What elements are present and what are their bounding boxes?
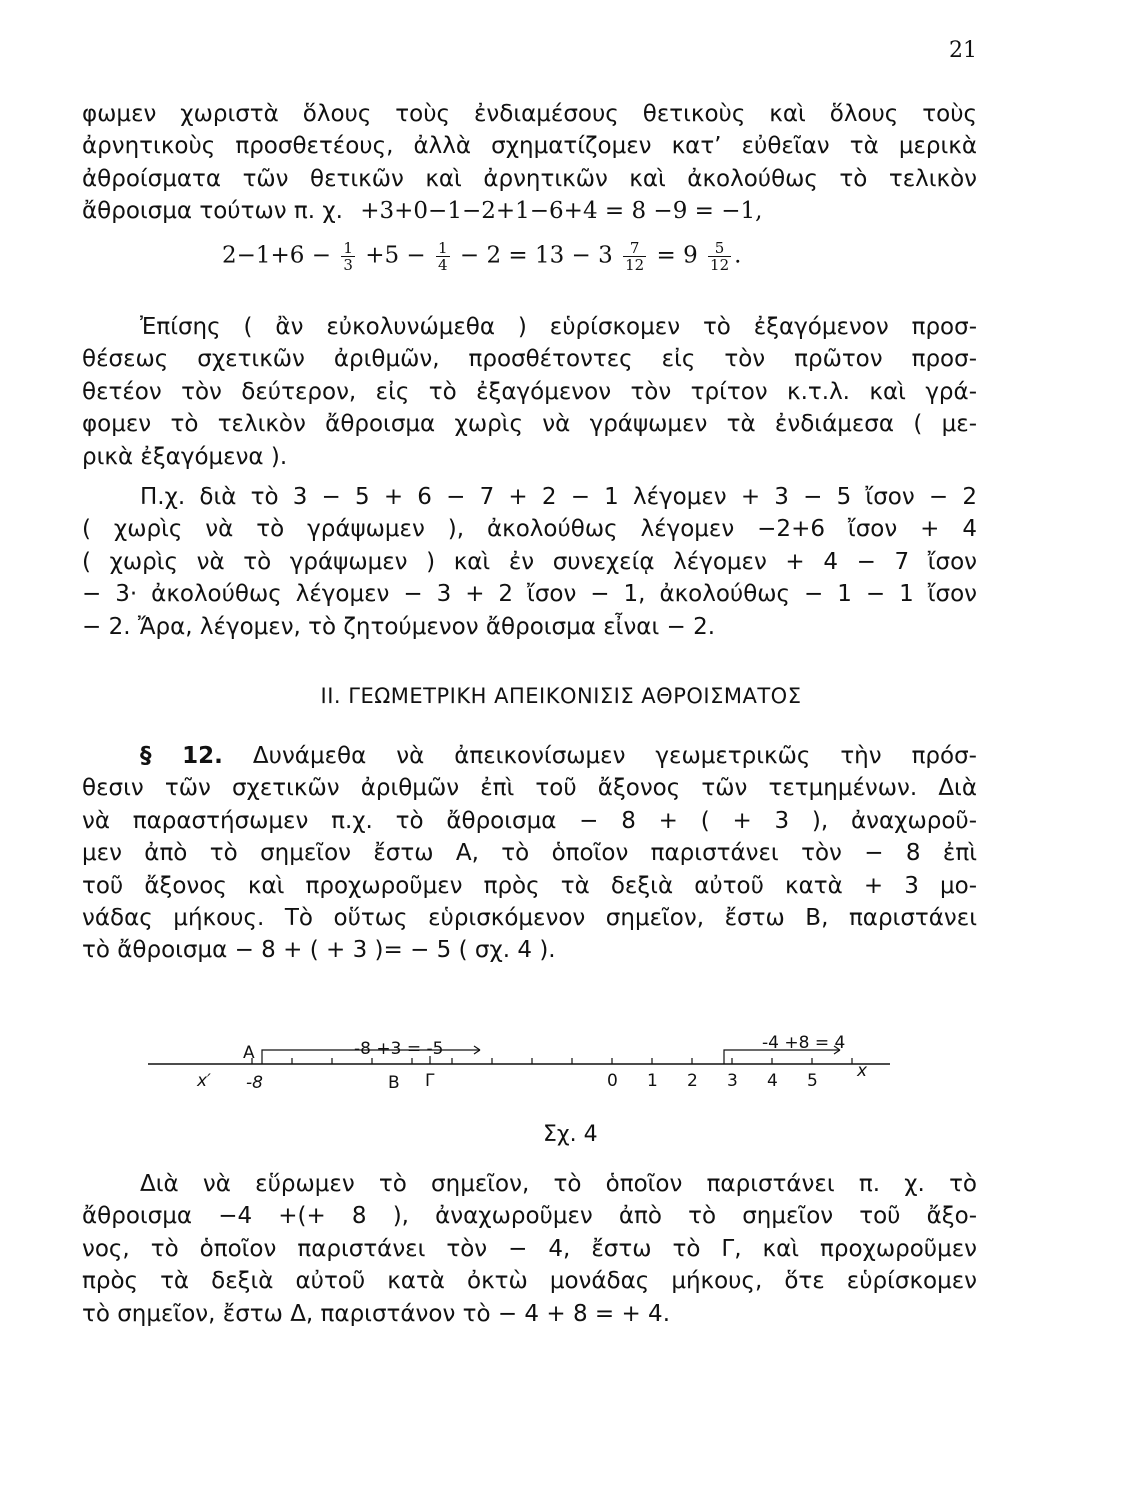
text-fragment: ἄθροισμα τούτων π. χ. <box>82 198 343 225</box>
text-line: ( χωρὶς νὰ τὸ γράψωμεν ) καὶ ἐν συνεχείᾳ λέγομεν + 4 − 7 ἴσον <box>82 548 977 575</box>
text-line: − 3· ἀκολούθως λέγομεν − 3 + 2 ἴσον − 1, ἀκολούθως − 1 − 1 ἴσον <box>82 581 977 608</box>
tick-label: 3 <box>727 1071 738 1091</box>
axis-label-right: x <box>857 1061 868 1081</box>
denominator: 3 <box>343 256 353 274</box>
numerator: 1 <box>343 239 353 257</box>
text-line: ἀθροίσματα τῶν θετικῶν καὶ ἀρνητικῶν καὶ ἀκολούθως τὸ τελικὸν <box>82 165 977 192</box>
denominator: 12 <box>710 256 730 274</box>
section-heading: ΙΙ. ΓΕΩΜΕΤΡΙΚΗ ΑΠΕΙΚΟΝΙΣΙΣ ΑΘΡΟΙΣΜΑΤΟΣ <box>320 684 802 708</box>
tick-labels <box>607 1071 818 1091</box>
page-number: 21 <box>949 38 977 63</box>
text-line: νος, τὸ ὁποῖον παριστάνει τὸν − 4, ἔστω τὸ Γ, καὶ προχωροῦμεν <box>82 1235 977 1262</box>
text-line: νὰ παραστήσωμεν π.χ. τὸ ἄθροισμα − 8 + ( + 3 ), ἀναχωροῦ- <box>82 807 977 834</box>
point-label-B: B <box>388 1073 400 1093</box>
point-label-A: A <box>243 1043 255 1063</box>
sum-label-left: -8 +3 = -5 <box>354 1039 444 1059</box>
figure-caption: Σχ. 4 <box>543 1122 598 1147</box>
text-line: τὸ σημεῖον, ἔστω Δ, παριστάνον τὸ − 4 + 8 = + 4. <box>82 1300 671 1327</box>
math-term: +5 − <box>365 242 426 269</box>
text-line: θετέον τὸν δεύτερον, εἰς τὸ ἐξαγόμενον τὸν τρίτον κ.τ.λ. καὶ γρά- <box>82 378 977 405</box>
value-label: -8 <box>246 1073 263 1093</box>
text-line: τὸ ἄθροισμα − 8 + ( + 3 )= − 5 ( σχ. 4 ). <box>82 937 556 964</box>
axis-label-left: x′ <box>197 1071 211 1091</box>
equation: +3+0−1−2+1−6+4 = 8 −9 = −1, <box>360 198 763 225</box>
text-line: Διὰ νὰ εὕρωμεν τὸ σημεῖον, τὸ ὁποῖον παριστάνει π. χ. τὸ <box>140 1171 977 1197</box>
text-line: νάδας μήκους. Τὸ οὕτως εὑρισκόμενον σημεῖον, ἔστω Β, παριστάνει <box>82 905 977 932</box>
paragraph-5 <box>82 1168 977 1330</box>
math-term: = 9 <box>656 242 698 269</box>
math-term: . <box>734 242 742 269</box>
text-line: πρὸς τὰ δεξιὰ αὐτοῦ κατὰ ὀκτὼ μονάδας μήκους, ὅτε εὑρίσκομεν <box>82 1268 977 1295</box>
text-line: ἀρνητικοὺς προσθετέους, ἀλλὰ σχηματίζομεν κατ’ εὐθεῖαν τὰ μερικὰ <box>82 133 977 160</box>
text-line: ρικὰ ἐξαγόμενα ). <box>82 443 288 470</box>
sum-label-right: -4 +8 = 4 <box>762 1033 846 1053</box>
text-fragment: Δυνάμεθα νὰ ἀπεικονίσωμεν γεωμετρικῶς τὴν πρόσ- <box>252 743 977 769</box>
text-line: ( χωρὶς νὰ τὸ γράψωμεν ), ἀκολούθως λέγομεν −2+6 ἴσον + 4 <box>82 516 977 543</box>
text-line: Ἐπίσης ( ἂν εὐκολυνώμεθα ) εὑρίσκομεν τὸ ἐξαγόμενον προσ- <box>140 314 977 340</box>
numerator: 5 <box>708 240 731 257</box>
tick-label: 0 <box>607 1071 618 1091</box>
text-line: τοῦ ἄξονος καὶ προχωροῦμεν πρὸς τὰ δεξιὰ αὐτοῦ κατὰ + 3 μο- <box>82 872 977 899</box>
numerator: 1 <box>438 239 448 257</box>
denominator: 12 <box>625 256 645 274</box>
axis-ticks <box>252 1058 852 1064</box>
text-line: μεν ἀπὸ τὸ σημεῖον ἔστω Α, τὸ ὁποῖον παριστάνει τὸν − 8 ἐπὶ <box>82 840 977 867</box>
tick-label: 2 <box>687 1071 698 1091</box>
text-line: − 2. Ἄρα, λέγομεν, τὸ ζητούμενον ἄθροισμα εἶναι − 2. <box>82 613 716 640</box>
math-term: 2−1+6 − <box>222 242 332 269</box>
tick-label: 4 <box>767 1071 778 1091</box>
text-line: θεσιν τῶν σχετικῶν ἀριθμῶν ἐπὶ τοῦ ἄξονος τῶν τετμημένων. Διὰ <box>82 775 977 802</box>
section-number: § 12. <box>140 743 223 769</box>
text-line: ἄθροισμα −4 +(+ 8 ), ἀναχωροῦμεν ἀπὸ τὸ σημεῖον τοῦ ἄξο- <box>82 1203 977 1230</box>
point-label-G: Γ <box>425 1071 435 1091</box>
text-line: θέσεως σχετικῶν ἀριθμῶν, προσθέτοντες εἰς τὸν πρῶτον προσ- <box>82 346 977 373</box>
tick-label: 5 <box>807 1071 818 1091</box>
text-line: φομεν τὸ τελικὸν ἄθροισμα χωρὶς νὰ γράψωμεν τὰ ἐνδιάμεσα ( με- <box>82 411 977 438</box>
text-line: Π.χ. διὰ τὸ 3 − 5 + 6 − 7 + 2 − 1 λέγομεν + 3 − 5 ἴσον − 2 <box>140 484 977 510</box>
math-term: − 2 = 13 − 3 <box>459 242 613 269</box>
denominator: 4 <box>438 256 448 274</box>
numerator: 7 <box>623 240 646 257</box>
text-line: φωμεν χωριστὰ ὅλους τοὺς ἐνδιαμέσους θετικοὺς καὶ ὅλους τοὺς <box>82 101 977 127</box>
tick-label: 1 <box>647 1071 658 1091</box>
